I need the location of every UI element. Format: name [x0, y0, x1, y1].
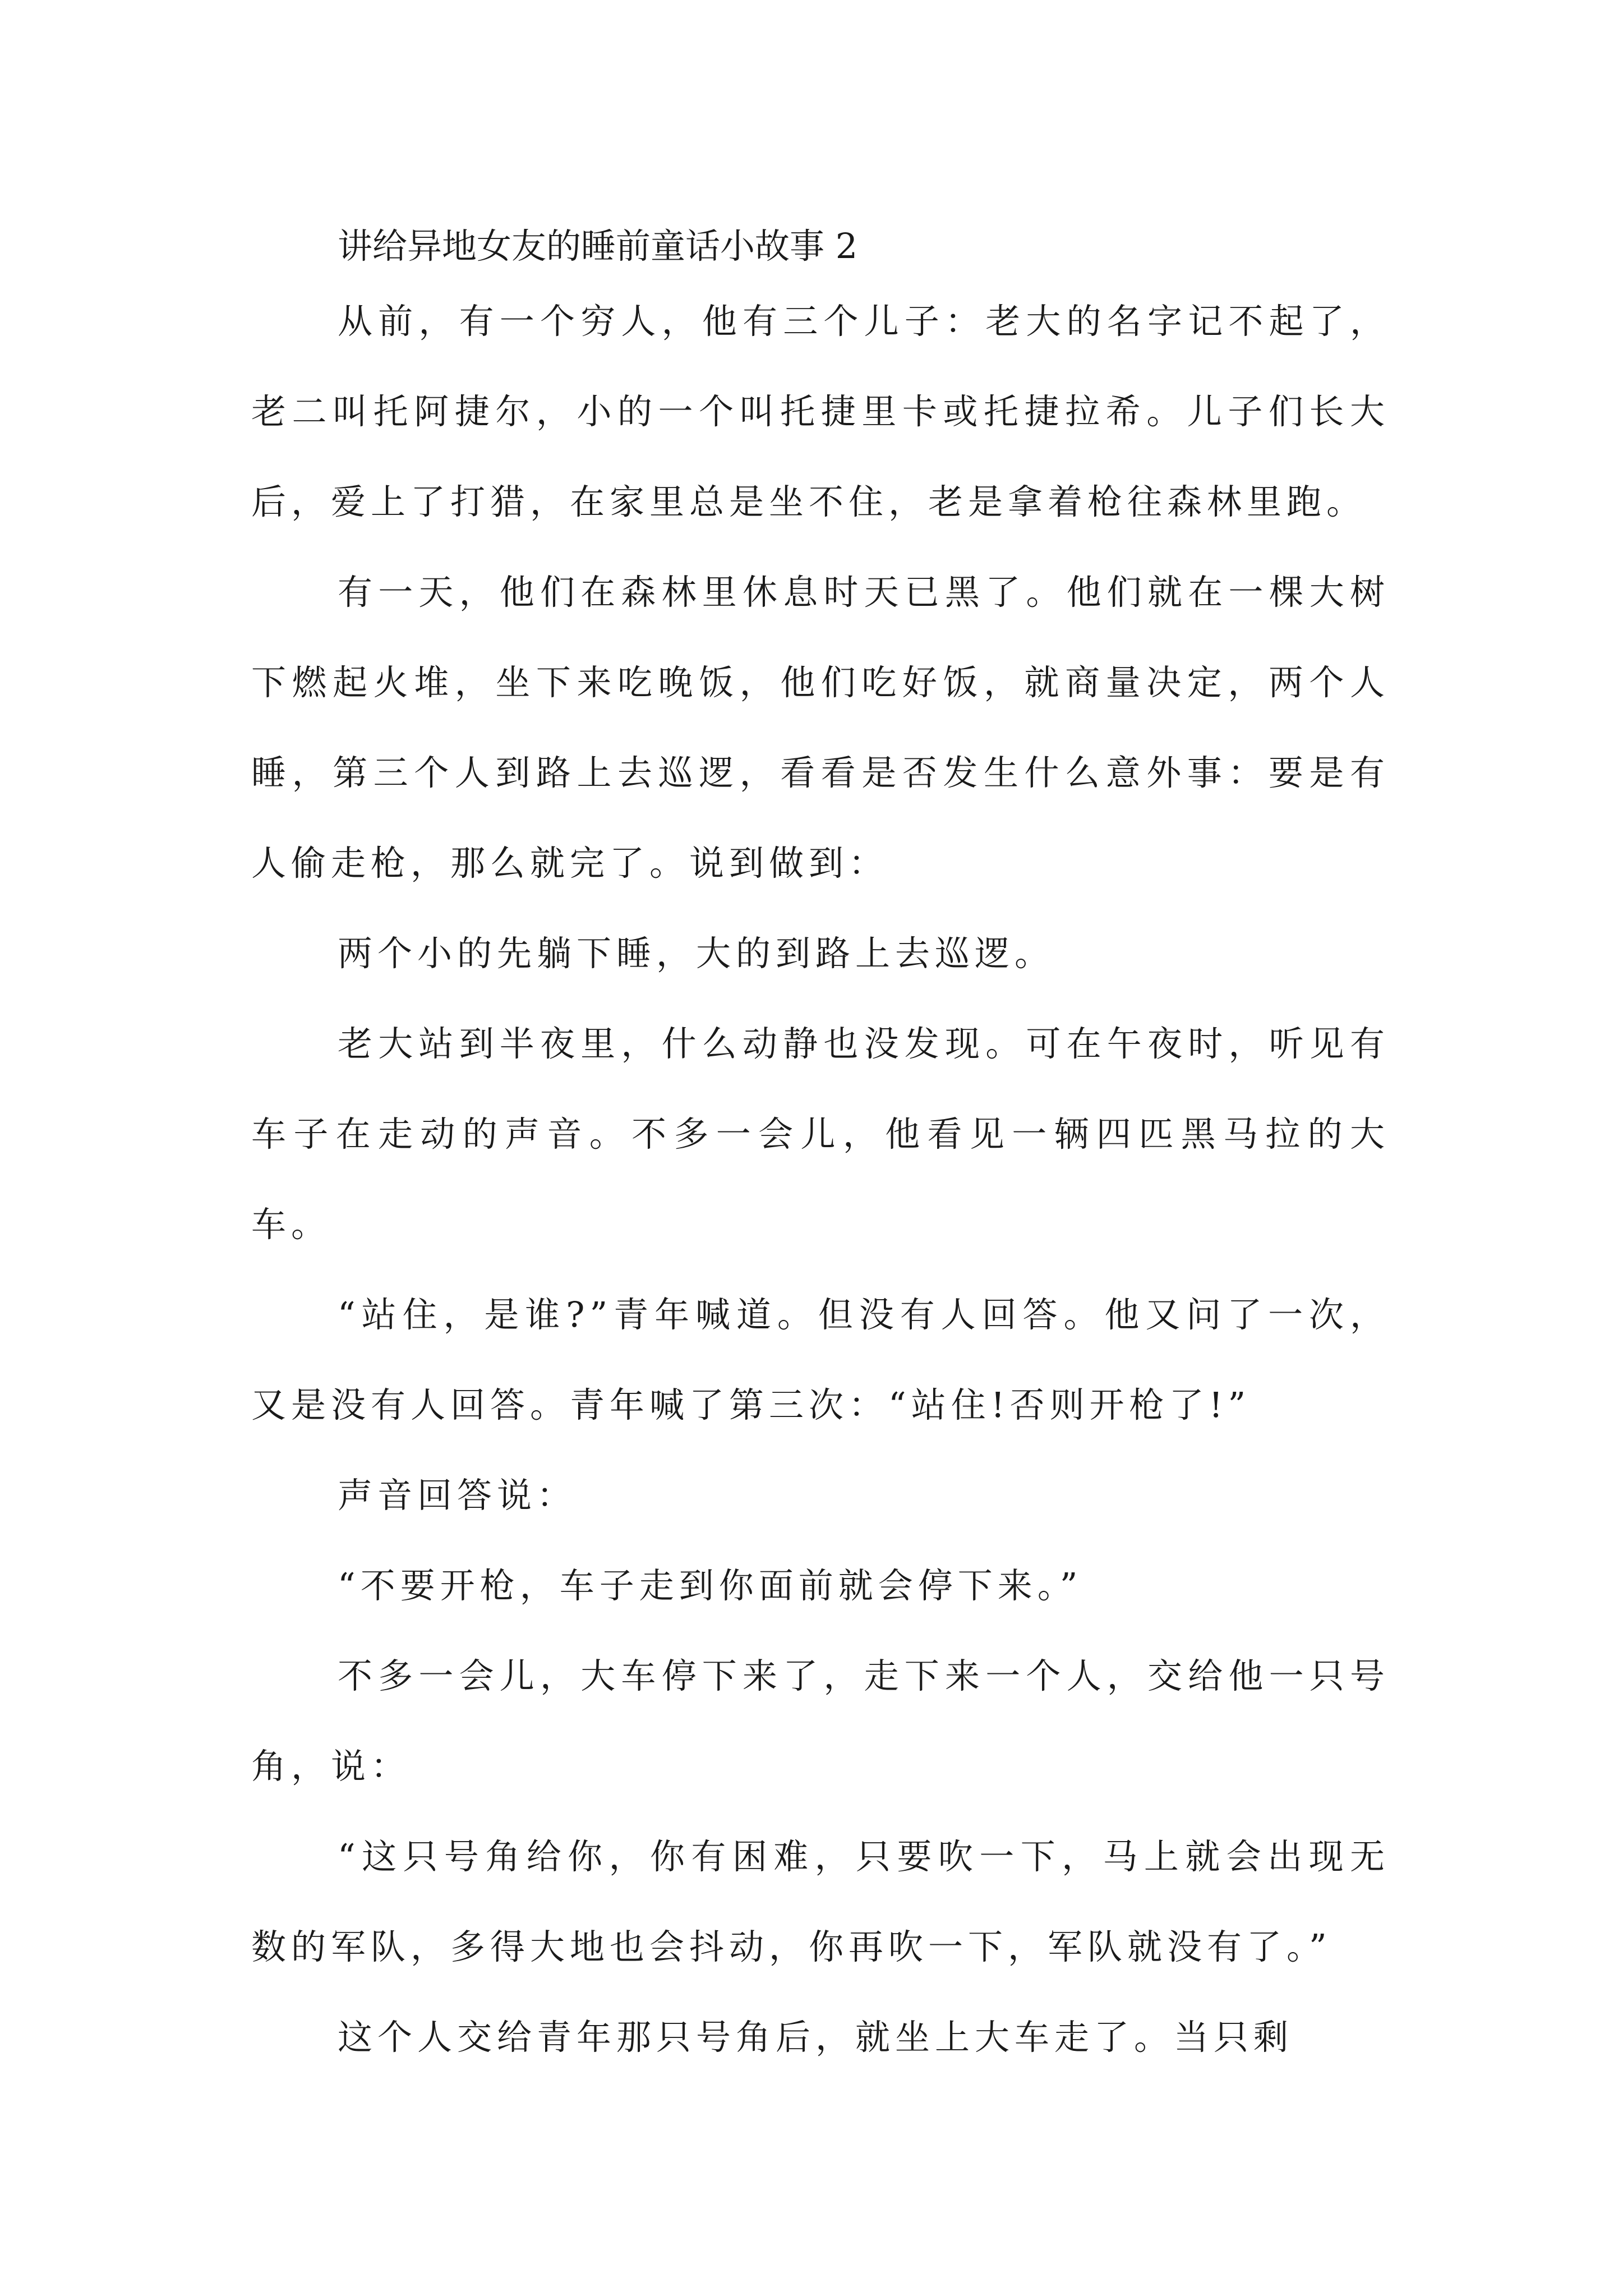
- paragraph: 老大站到半夜里，什么动静也没发现。可在午夜时，听见有车子在走动的声音。不多一会儿，他看见一辆四匹黑马拉的大车。: [251, 1023, 1390, 1245]
- paragraph: 不多一会儿，大车停下来了，走下来一个人，交给他一只号角，说：: [251, 1655, 1390, 1787]
- paragraph: 这个人交给青年那只号角后，就坐上大车走了。当只剩: [338, 2017, 1294, 2058]
- paragraph: 有一天，他们在森林里休息时天已黑了。他们就在一棵大树下燃起火堆，坐下来吃晚饭，他们吃好饭，就商量决定，两个人睡，第三个人到路上去巡逻，看看是否发生什么意外事：要是有人偷走枪，那么就完了。说到做到：: [251, 572, 1390, 884]
- paragraph: “这只号角给你，你有困难，只要吹一下，马上就会出现无数的军队，多得大地也会抖动，你再吹一下，军队就没有了。”: [251, 1836, 1390, 1967]
- paragraph: 声音回答说：: [338, 1475, 577, 1516]
- paragraph: “站住，是谁?”青年喊道。但没有人回答。他又问了一次，又是没有人回答。青年喊了第三次：“站住!否则开枪了!”: [251, 1294, 1390, 1425]
- paragraph: 两个小的先躺下睡，大的到路上去巡逻。: [338, 933, 1055, 974]
- paragraph: 从前，有一个穷人，他有三个儿子：老大的名字记不起了，老二叫托阿捷尔，小的一个叫托捷里卡或托捷拉希。儿子们长大后，爱上了打猎，在家里总是坐不住，老是拿着枪往森林里跑。: [251, 301, 1390, 522]
- document-title: 讲给异地女友的睡前童话小故事 2: [338, 226, 858, 266]
- paragraph: “不要开枪，车子走到你面前就会停下来。”: [338, 1565, 1083, 1606]
- document-page: [251, 216, 1390, 2082]
